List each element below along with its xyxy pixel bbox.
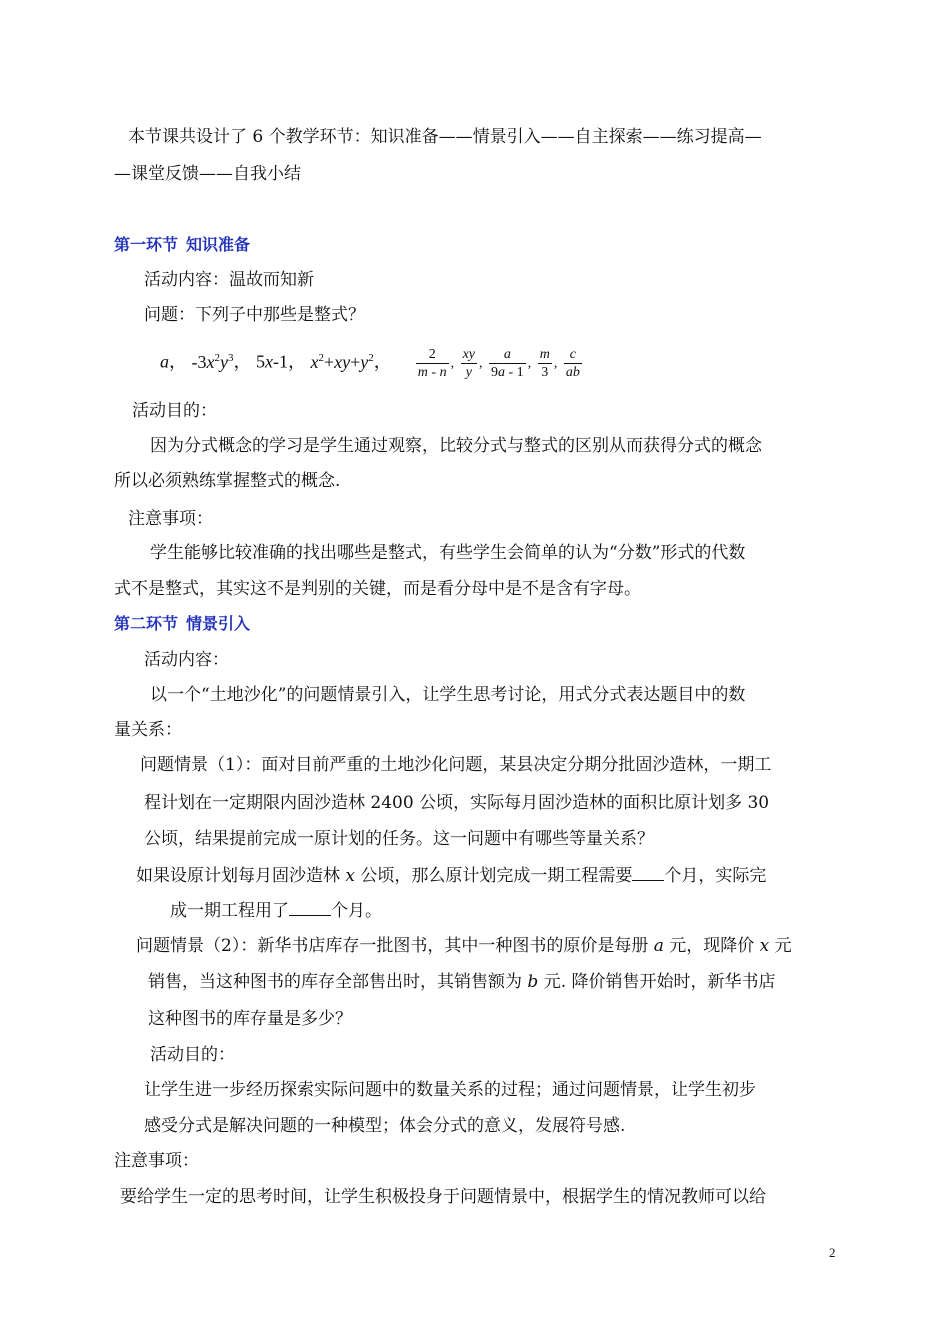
expression-list: a， $-3x^2y^3$， 5x-1， $x^2+xy+y^2$， $\frac{2}{m - n}$ , $\frac{xy}{y}$ , $\frac{a}{9a - 1}$ , $\frac{m}{3}$ , $\frac{c}{ab}$ [160, 347, 580, 380]
section-2-heading [114, 612, 250, 636]
term-a: a [160, 351, 169, 372]
scenario-2-line-2: 销售，当这种图书的库存全部售出时，其销售额为 b 元. 降价销售开始时，新华书店 [148, 972, 776, 992]
section-1-notes-label: 注意事项： [128, 509, 213, 529]
section-2-activity-line-2: 量关系： [114, 720, 182, 740]
section-2-activity-line-1: 以一个“土地沙化”的问题情景引入，让学生思考讨论，用式分式表达题目中的数 [150, 685, 746, 705]
section-2-activity-label: 活动内容： [144, 650, 229, 670]
section-2-purpose-line-2: 感受分式是解决问题的一种模型；体会分式的意义，发展符号感. [144, 1116, 626, 1136]
section-2-notes-line-1: 要给学生一定的思考时间，让学生积极投身于问题情景中，根据学生的情况教师可以给 [120, 1187, 766, 1207]
section-2-notes-label: 注意事项： [114, 1151, 199, 1171]
section-1-purpose-line-1: 因为分式概念的学习是学生通过观察，比较分式与整式的区别从而获得分式的概念 [150, 436, 762, 456]
term-neg3x2y3: $-3x^2y^3$ [191, 351, 234, 372]
fraction-a-over-9a-minus-1: $\frac{a}{9a - 1}$ [491, 347, 524, 380]
scenario-1-line-3: 公顷，结果提前完成一原计划的任务。这一问题中有哪些等量关系？ [144, 829, 654, 849]
section-1-activity-content: 活动内容：温故而知新 [144, 270, 314, 290]
section-1-label: 第一环节 [114, 235, 179, 254]
fraction-xy-over-y: $\frac{xy}{y}$ [462, 347, 476, 380]
section-1-notes-line-2: 式不是整式，其实这不是判别的关键，而是看分母中是不是含有字母。 [114, 579, 641, 599]
scenario-2-line-1: 问题情景（2）：新华书店库存一批图书，其中一种图书的原价是每册 a 元，现降价 x 元 [136, 936, 792, 956]
section-1-purpose-label: 活动目的： [132, 401, 217, 421]
section-2-label: 第二环节 [114, 614, 179, 633]
scenario-1-line-1: 问题情景（1）：面对目前严重的土地沙化问题，某县决定分期分批固沙造林，一期工 [140, 755, 772, 775]
answer-blank-2[interactable] [289, 897, 331, 916]
section-1-purpose-line-2: 所以必须熟练掌握整式的概念. [114, 471, 341, 491]
fraction-2-over-m-minus-n: $\frac{2}{m - n}$ [417, 347, 447, 380]
term-5x-1: 5x-1 [256, 351, 288, 372]
scenario-1-line-2: 程计划在一定期限内固沙造林 2400 公顷，实际每月固沙造林的面积比原计划多 30 [144, 793, 770, 813]
section-1-notes-line-1: 学生能够比较准确的找出哪些是整式，有些学生会简单的认为“分数”形式的代数 [150, 543, 746, 563]
term-x2-xy-y2: $x^2+xy+y^2$ [310, 351, 374, 372]
fraction-c-over-ab: $\frac{c}{ab}$ [565, 347, 580, 380]
intro-line-2: —课堂反馈——自我小结 [114, 164, 301, 184]
section-2-purpose-line-1: 让学生进一步经历探索实际问题中的数量关系的过程；通过问题情景，让学生初步 [144, 1080, 756, 1100]
section-2-title: 情景引入 [186, 614, 251, 633]
section-1-question: 问题：下列子中那些是整式？ [144, 305, 365, 325]
answer-blank-1[interactable] [632, 862, 664, 881]
section-1-heading [114, 233, 250, 257]
section-2-purpose-label: 活动目的： [150, 1045, 235, 1065]
intro-line-1: 本节课共设计了 6 个教学环节：知识准备——情景引入——自主探索——练习提高— [128, 127, 762, 147]
question-1-line-1: 如果设原计划每月固沙造林 x 公顷，那么原计划完成一期工程需要 个月，实际完 [136, 862, 766, 888]
fraction-m-over-3: $\frac{m}{3}$ [539, 347, 550, 380]
question-1-line-2: 成一期工程用了 个月。 [170, 897, 382, 923]
scenario-2-line-3: 这种图书的库存量是多少？ [148, 1009, 352, 1029]
page-number: 2 [829, 1245, 836, 1260]
section-1-title: 知识准备 [186, 235, 251, 254]
